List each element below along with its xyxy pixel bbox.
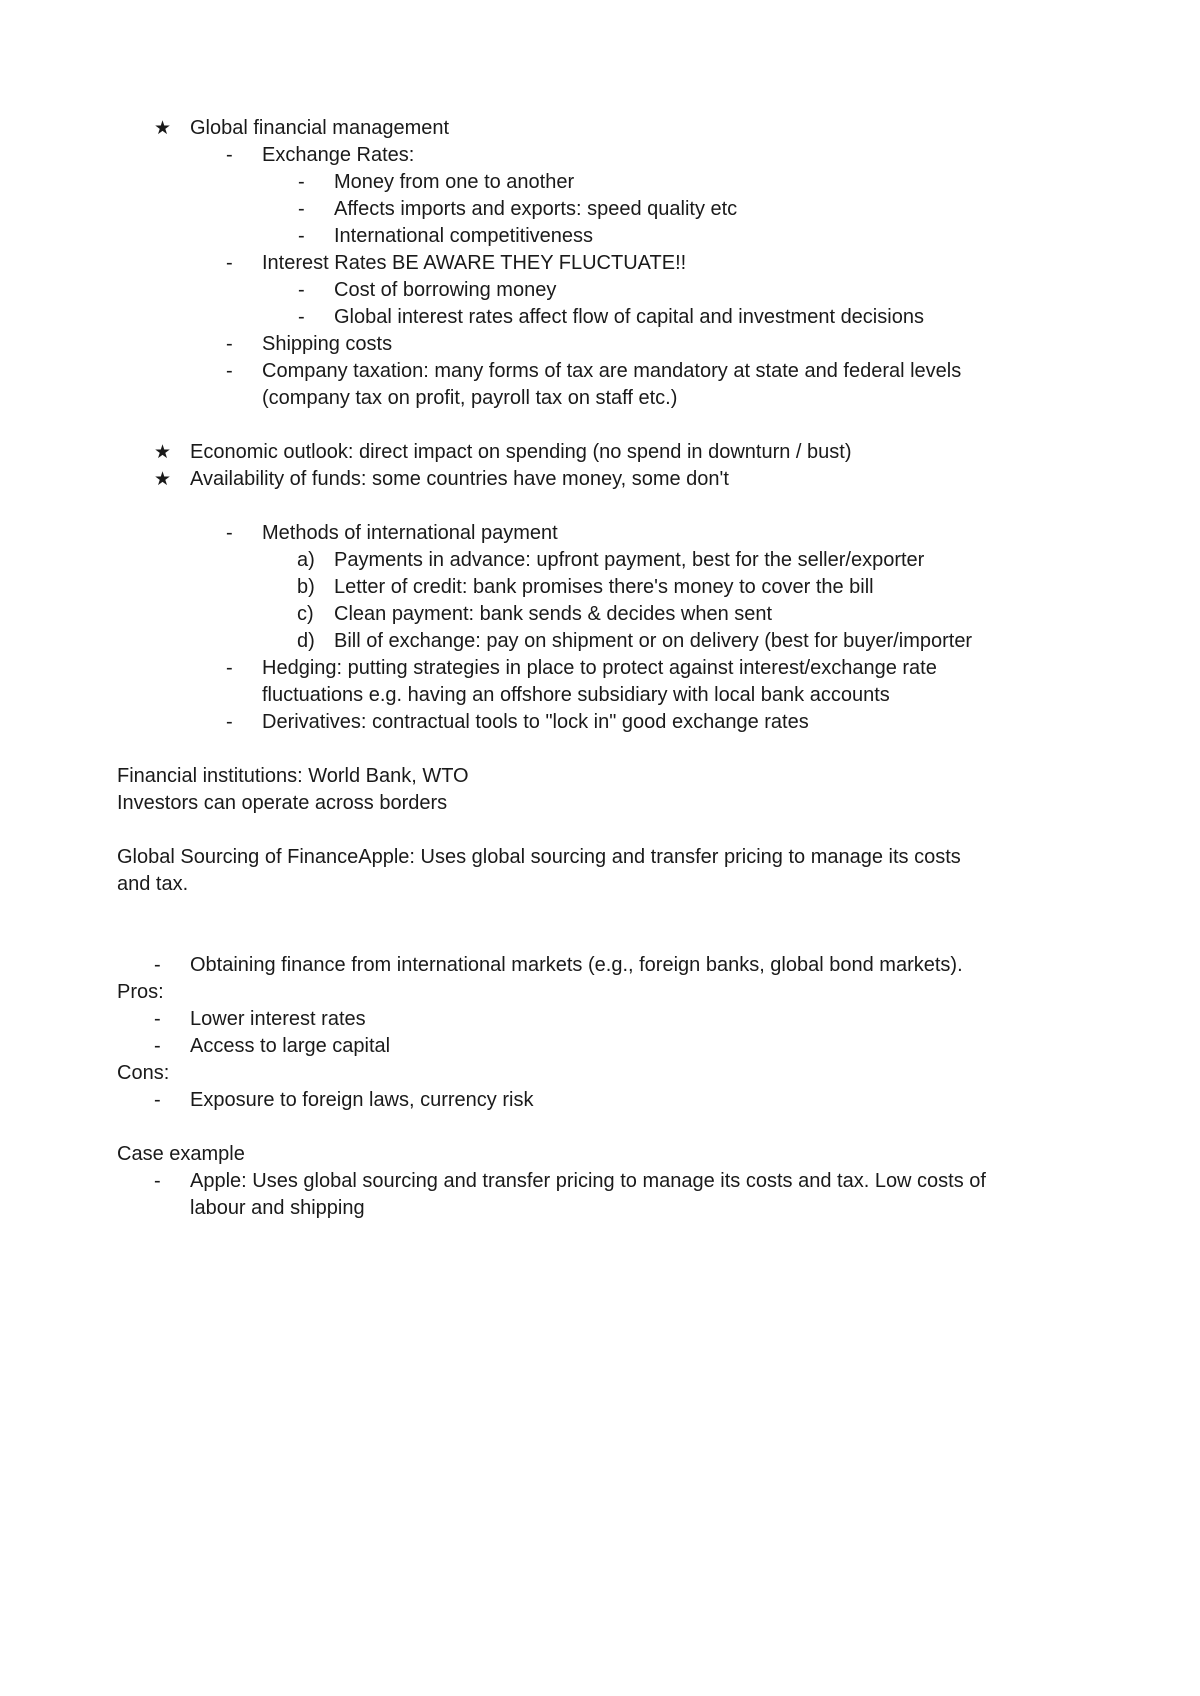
list-item-text: Derivatives: contractual tools to "lock in" good exchange rates [262,711,809,733]
list-item-continuation [262,384,677,414]
case-example-label: Case example [117,1143,245,1165]
star-bullet-icon: ★ [154,442,172,463]
list-item-text: International competitiveness [334,225,594,247]
dash-bullet: - [226,144,233,166]
list-item-text: Access to large capital [190,1035,391,1057]
dash-bullet: - [298,171,305,193]
list-item-continuation [262,681,890,711]
paragraph-investors: Investors can operate across borders [117,792,448,814]
dash-bullet: - [298,306,305,328]
list-item-text: Interest Rates BE AWARE THEY FLUCTUATE!! [262,252,687,274]
dash-bullet: - [226,252,233,274]
heading-text: Global financial management [190,117,450,139]
letter-bullet: a) [297,549,315,571]
list-item-text: Cost of borrowing money [334,279,557,301]
list-item-continuation [190,1194,365,1224]
pros-label: Pros: [117,981,164,1003]
list-item-text: Apple: Uses global sourcing and transfer pricing to manage its costs and tax. Low costs of [190,1170,986,1192]
list-item-text: Bill of exchange: pay on shipment or on delivery (best for buyer/importer [334,630,973,652]
list-item-text: Availability of funds: some countries have money, some don't [190,468,729,490]
cons-label: Cons: [117,1062,170,1084]
list-item-text: (company tax on profit, payroll tax on staff etc.) [262,387,678,409]
dash-bullet: - [298,198,305,220]
star-bullet-icon: ★ [154,469,172,490]
list-item-text: labour and shipping [190,1197,365,1219]
dash-bullet: - [226,657,233,679]
list-item-text: Affects imports and exports: speed quality etc [334,198,738,220]
list-item-text: Clean payment: bank sends & decides when sent [334,603,773,625]
dash-bullet: - [154,1170,161,1192]
letter-bullet: c) [297,603,314,625]
list-item-text: Letter of credit: bank promises there's money to cover the bill [334,576,874,598]
list-item-text: Shipping costs [262,333,393,355]
list-item-text: Payments in advance: upfront payment, best for the seller/exporter [334,549,925,571]
list-item-text: Obtaining finance from international markets (e.g., foreign banks, global bond markets). [190,954,963,976]
dash-bullet: - [154,1089,161,1111]
list-item-text: Hedging: putting strategies in place to protect against interest/exchange rate [262,657,937,679]
dash-bullet: - [226,711,233,733]
list-item-text: Global interest rates affect flow of capital and investment decisions [334,306,924,328]
paragraph-financial-institutions: Financial institutions: World Bank, WTO [117,765,469,787]
dash-bullet: - [154,954,161,976]
list-item-text: Exposure to foreign laws, currency risk [190,1089,534,1111]
star-bullet-icon: ★ [154,118,172,139]
paragraph-global-sourcing: Global Sourcing of FinanceApple: Uses global sourcing and transfer pricing to manage its costs [117,846,961,868]
dash-bullet: - [226,333,233,355]
dash-bullet: - [298,225,305,247]
dash-bullet: - [226,522,233,544]
list-item-text: Economic outlook: direct impact on spending (no spend in downturn / bust) [190,441,852,463]
dash-bullet: - [226,360,233,382]
letter-bullet: b) [297,576,315,598]
list-item-text: Money from one to another [334,171,575,193]
dash-bullet: - [154,1035,161,1057]
dash-bullet: - [154,1008,161,1030]
dash-bullet: - [298,279,305,301]
list-item-text: Company taxation: many forms of tax are mandatory at state and federal levels [262,360,962,382]
list-item-text: fluctuations e.g. having an offshore subsidiary with local bank accounts [262,684,890,706]
list-item-text: Exchange Rates: [262,144,415,166]
paragraph-global-sourcing-continuation: and tax. [117,873,189,895]
list-item-text: Methods of international payment [262,522,558,544]
letter-bullet: d) [297,630,315,652]
list-item-text: Lower interest rates [190,1008,366,1030]
